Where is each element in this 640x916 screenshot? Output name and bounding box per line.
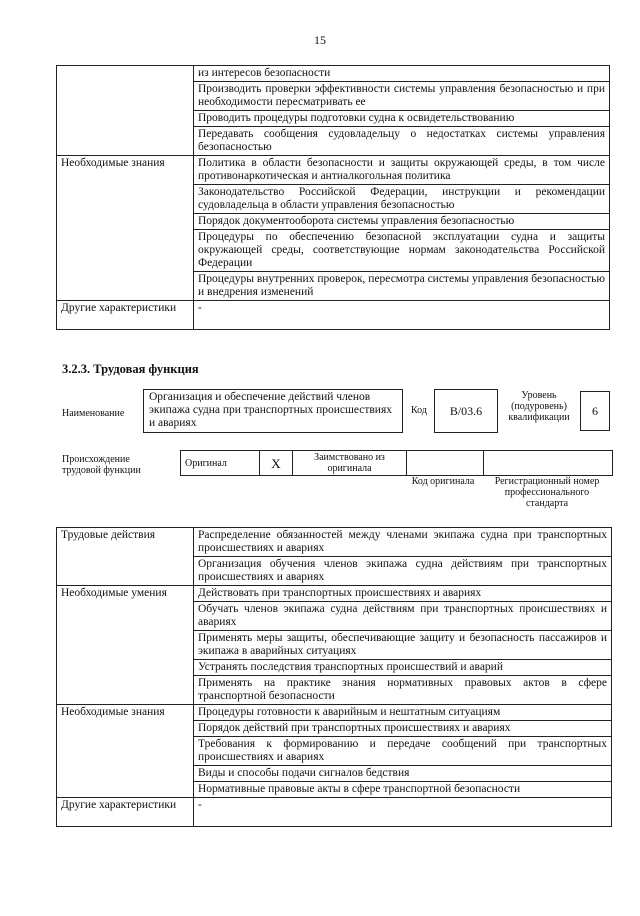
category-cell: Другие характеристики (57, 301, 194, 330)
origin-table (180, 450, 613, 476)
item-cell: Политика в области безопасности и защиты окружающей среды, в том числе противонаркотическая и антиалкогольная политика (194, 156, 610, 185)
item-cell: из интересов безопасности (194, 66, 610, 82)
category-cell: Необходимые знания (57, 705, 194, 798)
table-row (57, 705, 612, 721)
section-heading: 3.2.3. Трудовая функция (62, 362, 199, 376)
item-cell: - (194, 301, 610, 330)
item-cell: Порядок документооборота системы управления безопасностью (194, 214, 610, 230)
category-cell: Необходимые знания (57, 156, 194, 301)
table-row (181, 451, 613, 476)
function-name-field: Организация и обеспечение действий членов экипажа судна при транспортных происшествиях и авариях (143, 389, 403, 433)
category-cell: Трудовые действия (57, 528, 194, 586)
category-cell: Необходимые умения (57, 586, 194, 705)
function-code-field: B/03.6 (434, 389, 498, 433)
borrowed-label: Заимствовано из оригинала (293, 451, 407, 476)
item-cell: Применять на практике знания нормативных правовых актов в сфере транспортной безопасности (194, 676, 612, 705)
reg-number-cell (484, 451, 613, 476)
page-number: 15 (314, 33, 326, 47)
item-cell: Устранять последствия транспортных происшествий и аварий (194, 660, 612, 676)
item-cell: Производить проверки эффективности системы управления безопасностью и при необходимости пересматривать ее (194, 82, 610, 111)
item-cell: Требования к формированию и передаче сообщений при транспортных происшествиях и авариях (194, 737, 612, 766)
item-cell: Действовать при транспортных происшествиях и авариях (194, 586, 612, 602)
code-label: Код (411, 405, 427, 416)
item-cell: Процедуры по обеспечению безопасной эксплуатации судна и защиты окружающей среды, соответствующие нормам законодательства Российской Федерации (194, 230, 610, 272)
item-cell: Виды и способы подачи сигналов бедствия (194, 766, 612, 782)
competency-table-top (56, 65, 610, 330)
item-cell: Порядок действий при транспортных происшествиях и авариях (194, 721, 612, 737)
table-row (57, 156, 610, 185)
item-cell: Передавать сообщения судовладельцу о недостатках системы управления безопасностью (194, 127, 610, 156)
name-label: Наименование (62, 408, 125, 419)
level-field: 6 (580, 391, 610, 431)
item-cell: Обучать членов экипажа судна действиям при транспортных происшествиях и авариях (194, 602, 612, 631)
category-cell: Другие характеристики (57, 798, 194, 827)
item-cell: - (194, 798, 612, 827)
original-mark: X (260, 451, 293, 476)
item-cell: Нормативные правовые акты в сфере транспортной безопасности (194, 782, 612, 798)
item-cell: Распределение обязанностей между членами экипажа судна при транспортных происшествиях и авариях (194, 528, 612, 557)
table-row (57, 798, 612, 827)
table-row (57, 586, 612, 602)
origin-label: Происхождение трудовой функции (62, 454, 141, 476)
table-row (57, 528, 612, 557)
category-cell (57, 66, 194, 156)
item-cell: Применять меры защиты, обеспечивающие защиту и безопасность пассажиров и экипажа в аварийных ситуациях (194, 631, 612, 660)
table-row (57, 66, 610, 82)
item-cell: Процедуры готовности к аварийным и нештатным ситуациям (194, 705, 612, 721)
item-cell: Процедуры внутренних проверок, пересмотра системы управления безопасностью и внедрения изменений (194, 272, 610, 301)
reg-number-label: Регистрационный номер профессионального стандарта (494, 476, 600, 509)
item-cell: Организация обучения членов экипажа судна действиям при транспортных происшествиях и авариях (194, 557, 612, 586)
competency-table-bottom (56, 527, 612, 827)
item-cell: Проводить процедуры подготовки судна к освидетельствованию (194, 111, 610, 127)
origin-code-cell (407, 451, 484, 476)
table-row (57, 301, 610, 330)
original-label: Оригинал (181, 451, 260, 476)
level-label: Уровень (подуровень) квалификации (508, 390, 570, 423)
item-cell: Законодательство Российской Федерации, инструкции и рекомендации судовладельца в области управления безопасностью (194, 185, 610, 214)
origin-code-label: Код оригинала (411, 476, 475, 487)
